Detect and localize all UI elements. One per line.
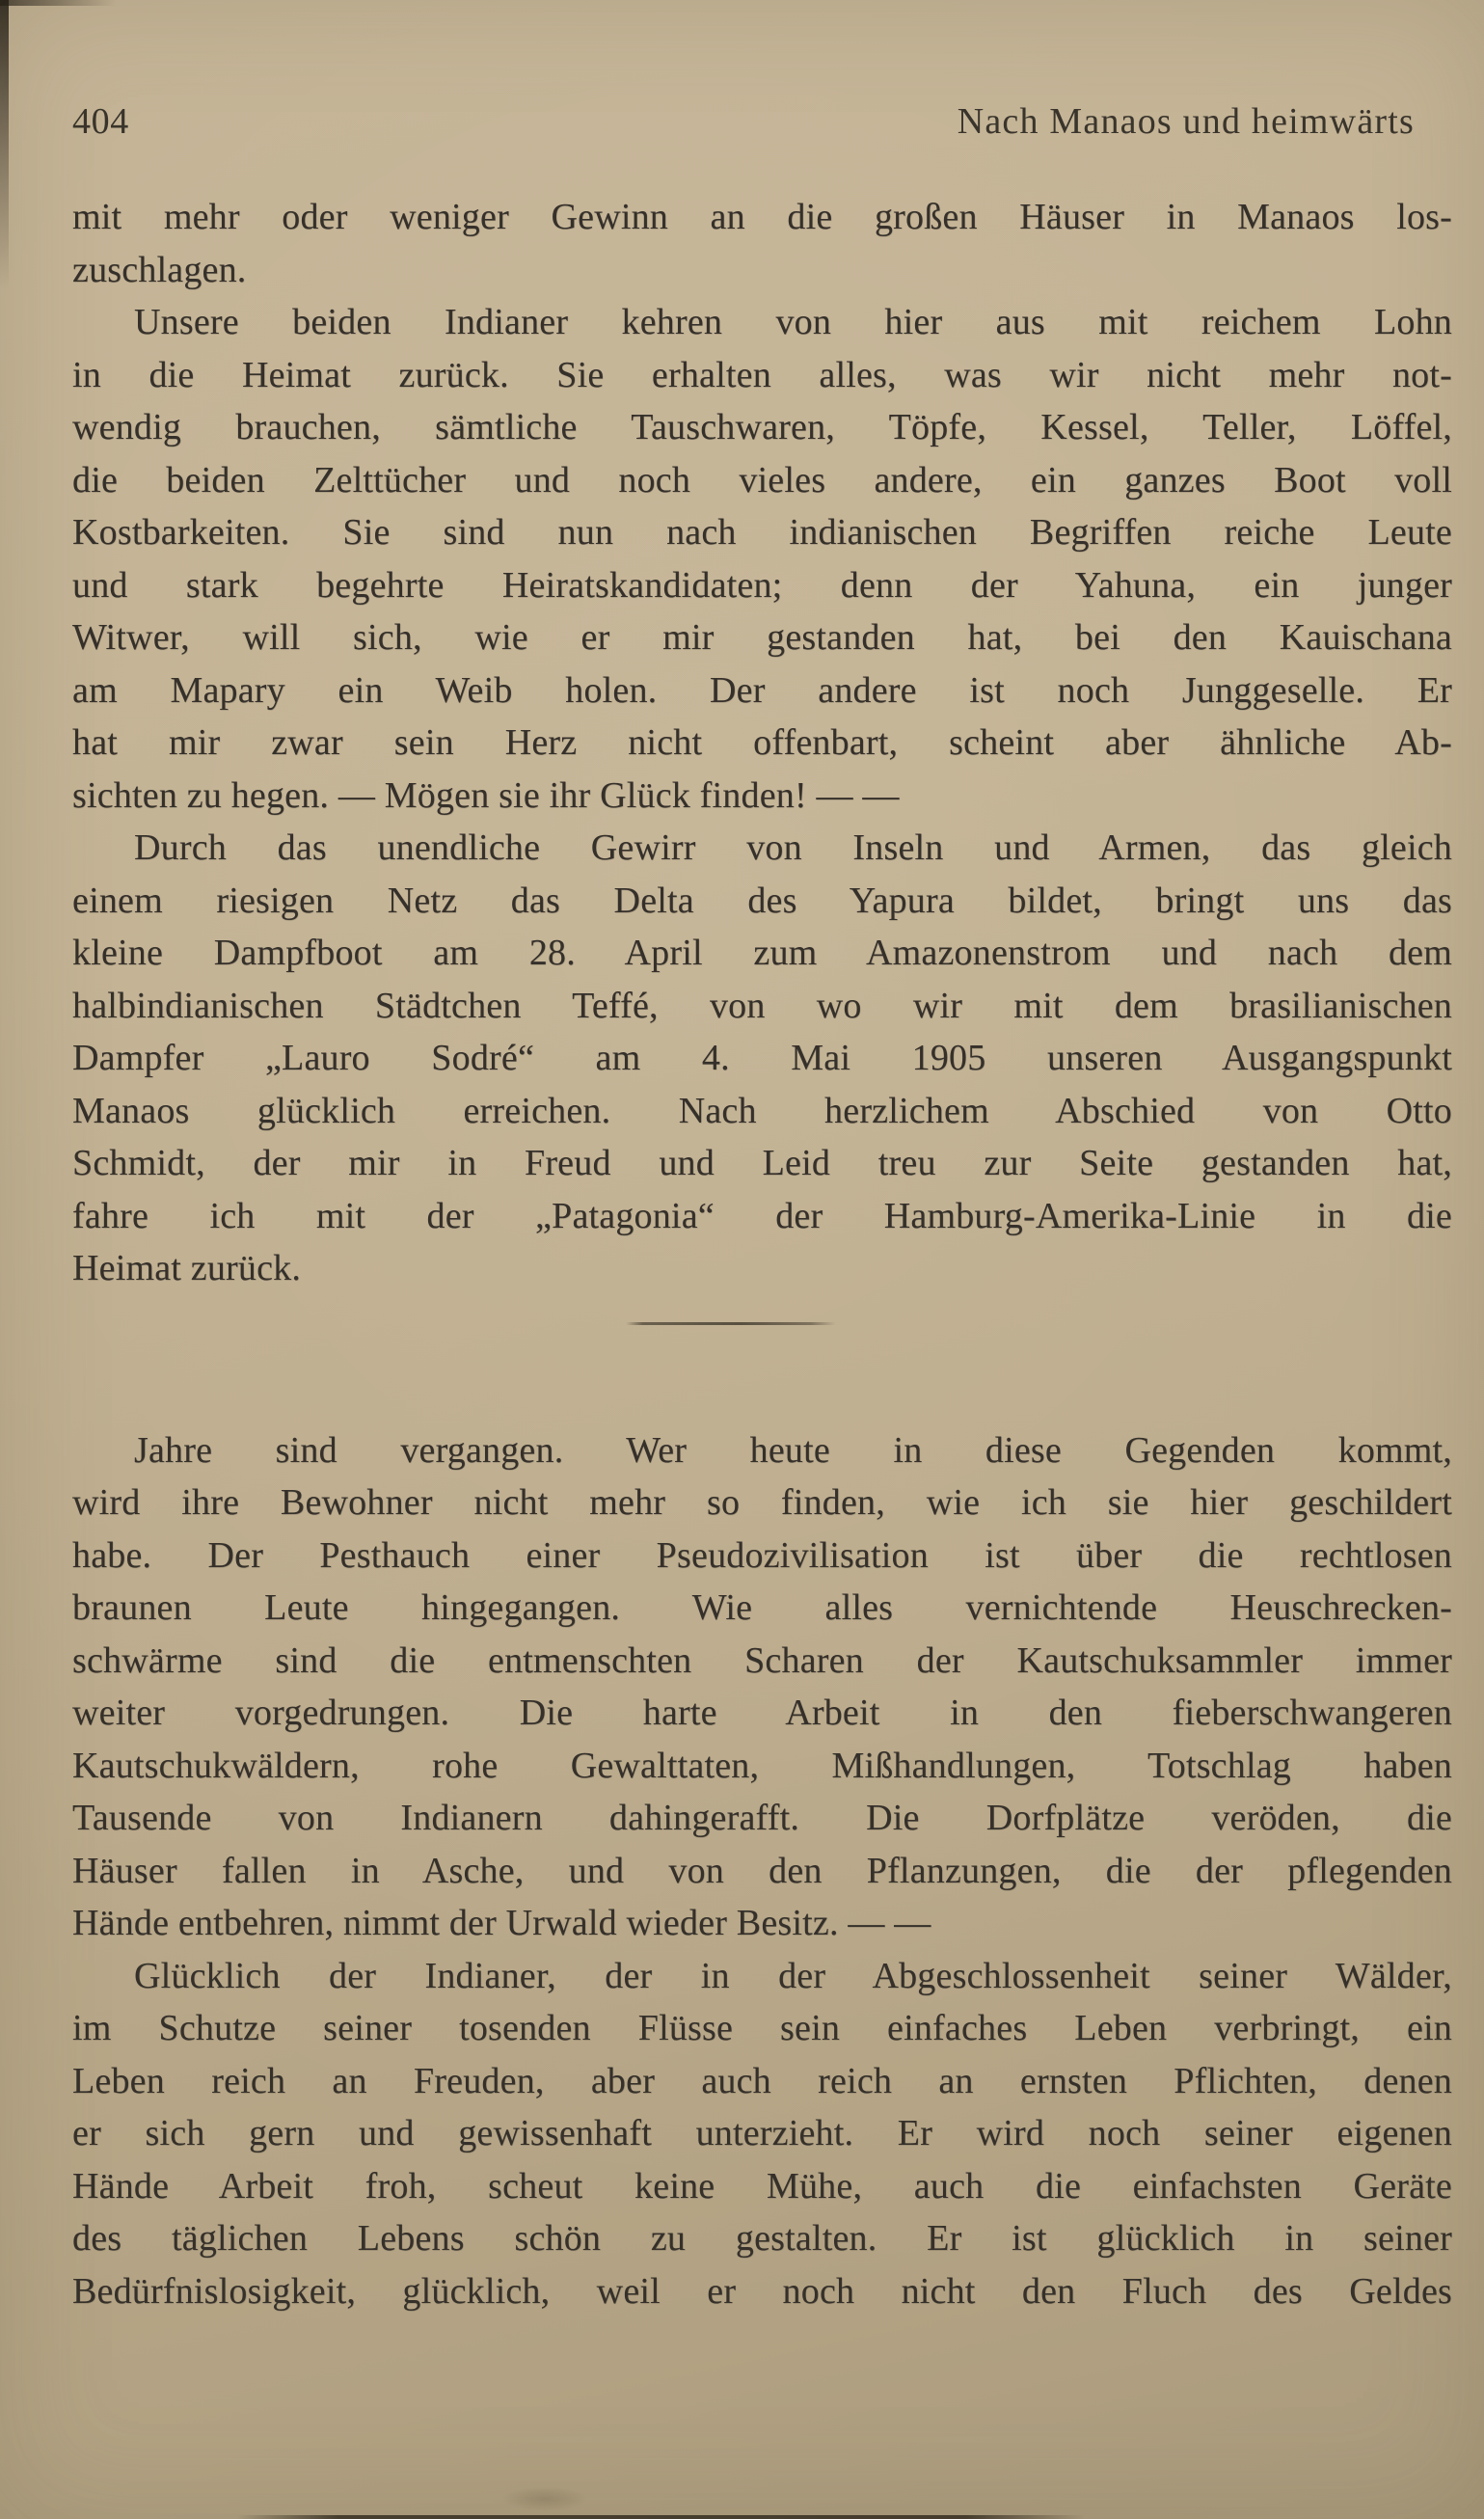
text-line: sichten zu hegen. — Mögen sie ihr Glück finden! — —	[72, 774, 900, 816]
text-line: Leben reich an Freuden, aber auch reich an ernsten Pflichten, denen	[72, 2060, 1452, 2101]
text-line: mit mehr oder weniger Gewinn an die großen Häuser in Manaos los-	[72, 197, 1452, 237]
page-body	[72, 191, 1452, 2317]
text-line: halbindianischen Städtchen Teffé, von wo wir mit dem brasilianischen	[72, 985, 1452, 1026]
text-line: am Mapary ein Weib holen. Der andere ist noch Junggeselle. Er	[72, 669, 1452, 711]
text-line: Bedürfnislosigkeit, glücklich, weil er noch nicht den Fluch des Geldes	[72, 2270, 1452, 2312]
section-divider	[626, 1322, 836, 1325]
text-line: Heimat zurück.	[72, 1248, 302, 1288]
text-line: weiter vorgedrungen. Die harte Arbeit in den fieberschwangeren	[72, 1693, 1452, 1733]
text-line: in die Heimat zurück. Sie erhalten alles, was wir nicht mehr not-	[72, 354, 1452, 395]
text-line: und stark begehrte Heiratskandidaten; denn der Yahuna, ein junger	[72, 564, 1452, 606]
text-line: Häuser fallen in Asche, und von den Pflanzungen, die der pflegenden	[72, 1850, 1452, 1891]
text-line: Hände Arbeit froh, scheut keine Mühe, auch die einfachsten Geräte	[72, 2165, 1452, 2207]
text-line: hat mir zwar sein Herz nicht offenbart, scheint aber ähnliche Ab-	[72, 722, 1452, 763]
text-line: Kautschukwäldern, rohe Gewalttaten, Mißhandlungen, Totschlag haben	[72, 1745, 1452, 1786]
text-line: er sich gern und gewissenhaft unterzieht. Er wird noch seiner eigenen	[72, 2113, 1452, 2153]
text-line: kleine Dampfboot am 28. April zum Amazonenstrom und nach dem	[72, 933, 1452, 973]
text-line: im Schutze seiner tosenden Flüsse sein einfaches Leben verbringt, ein	[72, 2008, 1452, 2048]
text-line: Hände entbehren, nimmt der Urwald wieder Besitz. — —	[72, 1903, 931, 1943]
text-line: die beiden Zelttücher und noch vieles andere, ein ganzes Boot voll	[72, 459, 1452, 501]
text-line: einem riesigen Netz das Delta des Yapura bildet, bringt uns das	[72, 880, 1452, 921]
text-line: wird ihre Bewohner nicht mehr so finden, wie ich sie hier geschildert	[72, 1482, 1452, 1523]
text-line: Schmidt, der mir in Freud und Leid treu zur Seite gestanden hat,	[72, 1143, 1452, 1183]
text-line: fahre ich mit der „Patagonia“ der Hamburg-Amerika-Linie in die	[72, 1195, 1452, 1236]
text-line: wendig brauchen, sämtliche Tauschwaren, Töpfe, Kessel, Teller, Löffel,	[72, 407, 1452, 447]
text-line: des täglichen Lebens schön zu gestalten. Er ist glücklich in seiner	[72, 2218, 1452, 2259]
paragraph	[72, 822, 1452, 1295]
text-line: Durch das unendliche Gewirr von Inseln und Armen, das gleich	[134, 827, 1452, 868]
text-line: Manaos glücklich erreichen. Nach herzlichem Abschied von Otto	[72, 1090, 1452, 1131]
scan-edge-top	[0, 0, 116, 6]
text-line: Kostbarkeiten. Sie sind nun nach indianischen Begriffen reiche Leute	[72, 512, 1452, 553]
text-line: habe. Der Pesthauch einer Pseudozivilisation ist über die rechtlosen	[72, 1534, 1452, 1576]
text-line: Witwer, will sich, wie er mir gestanden hat, bei den Kauischana	[72, 617, 1452, 658]
text-line: Tausende von Indianern dahingerafft. Die Dorfplätze veröden, die	[72, 1798, 1452, 1838]
scan-edge-left	[0, 0, 9, 289]
text-line: Jahre sind vergangen. Wer heute in diese Gegenden kommt,	[134, 1429, 1452, 1471]
text-line: zuschlagen.	[72, 249, 247, 290]
text-line: Unsere beiden Indianer kehren von hier aus mit reichem Lohn	[134, 302, 1452, 342]
text-line: Dampfer „Lauro Sodré“ am 4. Mai 1905 unseren Ausgangspunkt	[72, 1038, 1452, 1078]
scan-edge-bottom	[236, 2515, 1085, 2519]
paragraph	[72, 1950, 1452, 2318]
paragraph	[72, 191, 1452, 296]
page-number: 404	[72, 101, 129, 142]
text-line: schwärme sind die entmenschten Scharen der Kautschuksammler immer	[72, 1639, 1452, 1681]
paragraph	[72, 1424, 1452, 1950]
running-title: Nach Manaos und heimwärts	[957, 101, 1415, 142]
text-line: Glücklich der Indianer, der in der Abgeschlossenheit seiner Wälder,	[134, 1955, 1452, 1996]
running-head	[72, 100, 1415, 143]
paper-smudge	[501, 2486, 588, 2511]
text-line: braunen Leute hingegangen. Wie alles vernichtende Heuschrecken-	[72, 1587, 1452, 1628]
paragraph	[72, 296, 1452, 822]
